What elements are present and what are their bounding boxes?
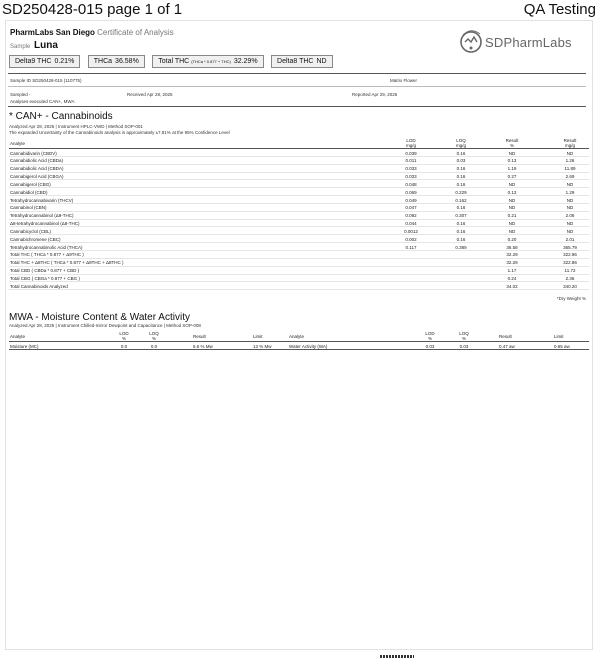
cell-result-mg: 2.01 bbox=[565, 236, 575, 242]
cell-lod: 0.048 bbox=[405, 181, 417, 187]
cannabinoids-table bbox=[9, 138, 589, 290]
column-analyte-2: Analyte bbox=[289, 334, 305, 339]
cell-result-percent: ND bbox=[508, 221, 516, 227]
cell-loq: 0.162 bbox=[455, 197, 467, 203]
cell-analyte-2: Water Activity (WA) bbox=[289, 344, 328, 349]
table-row bbox=[9, 220, 589, 228]
cell-loq: 0.16 bbox=[456, 228, 466, 234]
analyses-executed: Analyses executed CAN+, MWA bbox=[10, 99, 75, 104]
cell-lod: 0.033 bbox=[405, 174, 417, 180]
table-row bbox=[9, 173, 589, 181]
pill-delta9-thc: Delta9 THC 0.21% bbox=[9, 55, 80, 68]
column-limit: Limit bbox=[253, 334, 263, 339]
cannabinoids-uncertainty: The expanded Uncertainty of the Cannabinoids analysis is approximately ±7.81% at the 95% Confidence Level bbox=[9, 130, 230, 135]
table-row bbox=[9, 235, 589, 243]
cell-result-percent: ND bbox=[508, 150, 516, 156]
certificate-subtitle: Certificate of Analysis bbox=[97, 28, 174, 37]
cell-loq: 0.16 bbox=[456, 221, 466, 227]
cell-lod: 0.0012 bbox=[404, 228, 418, 234]
cell-lod-2: 0.03 bbox=[425, 344, 435, 349]
column-analyte: Analyte bbox=[10, 334, 26, 339]
mwa-title: MWA - Moisture Content & Water Activity bbox=[9, 312, 190, 323]
pill-total-thc: Total THC (THCa * 0.877 + THC) 32.29% bbox=[152, 55, 263, 68]
cell-result-mg: ND bbox=[566, 181, 574, 187]
logo-text: SDPharmLabs bbox=[485, 35, 572, 50]
table-header bbox=[9, 138, 589, 149]
cell-result-mg: 340.20 bbox=[563, 283, 577, 289]
cell-limit: 13 % Mw bbox=[253, 344, 272, 349]
cell-result-mg: 2.36 bbox=[565, 276, 575, 281]
table-row bbox=[9, 251, 589, 259]
cell-analyte: Total CBD ( CBDa * 0.877 + CBD ) bbox=[10, 268, 80, 274]
mwa-analyzed: Analyzed Apr 28, 2025 | Instrument Chilled-mirror Dewpoint and Capacitance | Method SOP-008 bbox=[9, 323, 201, 328]
cell-analyte: Tetrahydrocannabivarin (THCV) bbox=[10, 197, 74, 203]
cell-result-percent: 32.29 bbox=[506, 260, 518, 266]
cell-loq: 0.229 bbox=[455, 189, 467, 195]
column-loq: LOQ mg/g bbox=[455, 138, 466, 149]
cell-analyte: Tetrahydrocannabinolic Acid (THCA) bbox=[10, 244, 83, 250]
top-bar bbox=[0, 0, 600, 22]
cell-result-percent: 1.19 bbox=[507, 166, 517, 172]
cell-analyte: Total Cannabinoids Analyzed bbox=[10, 283, 68, 289]
column-analyte: Analyte bbox=[10, 141, 26, 146]
table-row bbox=[9, 267, 589, 275]
column-result-percent: Result % bbox=[505, 138, 519, 149]
table-row bbox=[9, 149, 589, 157]
cell-analyte: Cannabidiol (CBD) bbox=[10, 189, 48, 195]
cell-result-mg: 2.06 bbox=[565, 213, 575, 219]
table-header bbox=[9, 331, 589, 342]
cell-result-percent: ND bbox=[508, 205, 516, 211]
cell-result-percent: 0.13 bbox=[507, 189, 517, 195]
cell-lod: 0.117 bbox=[405, 244, 417, 250]
dry-weight-note: *Dry Weight % bbox=[556, 296, 586, 301]
cell-result-mg: ND bbox=[566, 228, 574, 234]
column-lod: LOD mg/g bbox=[405, 138, 416, 149]
cell-result-2: 0.47 aw bbox=[499, 344, 515, 349]
cell-result-mg: 1.29 bbox=[565, 189, 575, 195]
received-date: Received Apr 28, 2025 bbox=[127, 92, 173, 97]
column-result: Result bbox=[193, 334, 206, 339]
column-result-2: Result bbox=[499, 334, 512, 339]
cell-result-mg: 2.69 bbox=[565, 174, 575, 180]
divider bbox=[8, 106, 586, 107]
cell-loq: 0.16 bbox=[456, 174, 466, 180]
cell-lod: 0.039 bbox=[405, 150, 417, 156]
column-result-mg: Result mg/g bbox=[563, 138, 577, 149]
cell-result-mg: ND bbox=[566, 197, 574, 203]
table-row bbox=[9, 212, 589, 220]
lab-heading bbox=[10, 28, 174, 37]
cell-lod: 0.0 bbox=[120, 344, 128, 349]
cell-result-mg: 11.72 bbox=[564, 268, 576, 274]
cell-analyte: Cannabigerol Acid (CBGA) bbox=[10, 174, 64, 180]
cell-analyte: Total THC + Δ8THC ( THCa * 0.877 + Δ9THC + Δ8THC ) bbox=[10, 260, 124, 266]
table-row bbox=[9, 342, 589, 350]
cell-lod: 0.002 bbox=[405, 236, 417, 242]
table-row bbox=[9, 180, 589, 188]
cell-result: 6.5 % Mw bbox=[193, 344, 213, 349]
reported-date: Reported Apr 29, 2025 bbox=[352, 92, 398, 97]
table-row bbox=[9, 227, 589, 235]
cell-analyte: Tetrahydrocannabinol (Δ9-THC) bbox=[10, 213, 74, 219]
cell-lod: 0.044 bbox=[405, 221, 417, 227]
divider bbox=[8, 73, 586, 74]
table-row bbox=[9, 259, 589, 267]
cell-result-percent: ND bbox=[508, 228, 516, 234]
sample-name: Luna bbox=[34, 40, 58, 51]
cell-analyte: Cannabicyclol (CBL) bbox=[10, 228, 52, 234]
matrix: Matrix Flower bbox=[390, 78, 418, 83]
cell-result-percent: 0.13 bbox=[507, 158, 517, 164]
cell-result-percent: 34.02 bbox=[506, 283, 518, 289]
table-row bbox=[9, 204, 589, 212]
column-loq-2: LOQ % bbox=[459, 331, 469, 342]
cell-loq: 0.389 bbox=[455, 244, 467, 250]
cell-result-mg: 322.86 bbox=[563, 252, 577, 258]
cell-loq: 0.0 bbox=[150, 344, 158, 349]
mwa-table bbox=[9, 331, 589, 350]
table-row bbox=[9, 157, 589, 165]
cell-result-mg: ND bbox=[566, 150, 574, 156]
cell-analyte: Cannabidiolic Acid (CBDA) bbox=[10, 166, 64, 172]
cell-loq: 0.16 bbox=[456, 181, 466, 187]
pharmlabs-seal-icon bbox=[458, 27, 488, 57]
cell-analyte: Δ8-tetrahydrocannabinol (Δ8-THC) bbox=[10, 221, 80, 227]
cell-result-mg: 11.89 bbox=[564, 166, 576, 172]
cell-loq: 0.16 bbox=[456, 236, 466, 242]
document-id-title: SD250428-015 page 1 of 1 bbox=[2, 1, 183, 18]
pill-thca: THCa 36.58% bbox=[88, 55, 145, 68]
cell-analyte: Cannabidivarin (CBDV) bbox=[10, 150, 57, 156]
cell-analyte: Total CBG ( CBGa * 0.877 + CBG ) bbox=[10, 276, 80, 281]
cell-loq: 0.307 bbox=[455, 213, 467, 219]
cell-analyte: Cannabinol (CBN) bbox=[10, 205, 47, 211]
table-body bbox=[9, 149, 589, 290]
column-lod-2: LOD % bbox=[425, 331, 435, 342]
sdpharmlabs-logo bbox=[458, 27, 598, 57]
sample-label: Sample bbox=[10, 44, 31, 50]
cell-result-percent: 0.24 bbox=[507, 276, 517, 281]
column-loq: LOQ % bbox=[149, 331, 159, 342]
cell-loq: 0.16 bbox=[456, 166, 466, 172]
cell-lod: 0.047 bbox=[405, 205, 417, 211]
cell-analyte: Cannabidiolic Acid (CBDa) bbox=[10, 158, 64, 164]
cell-result-mg: ND bbox=[566, 221, 574, 227]
sampled-date: Sampled - bbox=[10, 92, 31, 97]
sample-id: Sample ID SD250428-015 (110775) bbox=[10, 78, 82, 83]
cannabinoids-title: * CAN+ - Cannabinoids bbox=[9, 111, 113, 122]
cell-loq-2: 0.03 bbox=[459, 344, 469, 349]
cell-analyte: Cannabigerol (CBG) bbox=[10, 181, 51, 187]
cell-result-percent: 0.20 bbox=[507, 236, 517, 242]
cell-result-mg: 365.79 bbox=[563, 244, 577, 250]
cannabinoids-analyzed: Analyzed Apr 28, 2025 | Instrument HPLC-VWD | Method SOP-001 bbox=[9, 124, 143, 129]
cell-result-percent: 36.58 bbox=[506, 244, 518, 250]
cell-lod: 0.033 bbox=[405, 166, 417, 172]
cell-result-mg: ND bbox=[566, 205, 574, 211]
cell-analyte: Moisture (MC) bbox=[10, 344, 39, 349]
pill-delta8-thc: Delta8 THC ND bbox=[271, 55, 333, 68]
table-row bbox=[9, 282, 589, 290]
footer-barcode bbox=[380, 655, 414, 658]
qa-testing-label: QA Testing bbox=[523, 1, 596, 18]
cell-result-mg: 1.26 bbox=[565, 158, 575, 164]
cell-result-percent: 32.29 bbox=[506, 252, 518, 258]
cell-result-percent: ND bbox=[508, 181, 516, 187]
table-row bbox=[9, 165, 589, 173]
table-row bbox=[9, 275, 589, 283]
table-row bbox=[9, 243, 589, 251]
cell-analyte: Total THC ( THCa * 0.877 + Δ9THC ) bbox=[10, 252, 84, 258]
column-lod: LOD % bbox=[119, 331, 129, 342]
summary-pills bbox=[9, 55, 336, 68]
sample-heading bbox=[10, 40, 58, 51]
table-row bbox=[9, 196, 589, 204]
column-limit-2: Limit bbox=[554, 334, 564, 339]
cell-result-percent: 0.27 bbox=[507, 174, 517, 180]
cell-result-percent: ND bbox=[508, 197, 516, 203]
cell-loq: 0.03 bbox=[456, 158, 466, 164]
cell-lod: 0.092 bbox=[405, 213, 417, 219]
cell-analyte: Cannabichromene (CBC) bbox=[10, 236, 61, 242]
table-row bbox=[9, 188, 589, 196]
cell-result-mg: 322.86 bbox=[563, 260, 577, 266]
cell-loq: 0.16 bbox=[456, 150, 466, 156]
divider bbox=[8, 86, 586, 87]
cell-result-percent: 0.21 bbox=[507, 213, 517, 219]
cell-lod: 0.069 bbox=[405, 189, 417, 195]
cell-lod: 0.011 bbox=[405, 158, 417, 164]
cell-lod: 0.049 bbox=[405, 197, 417, 203]
cell-limit-2: 0.65 aw bbox=[554, 344, 570, 349]
cell-result-percent: 1.17 bbox=[507, 268, 517, 274]
cell-loq: 0.16 bbox=[456, 205, 466, 211]
lab-name: PharmLabs San Diego bbox=[10, 28, 95, 37]
